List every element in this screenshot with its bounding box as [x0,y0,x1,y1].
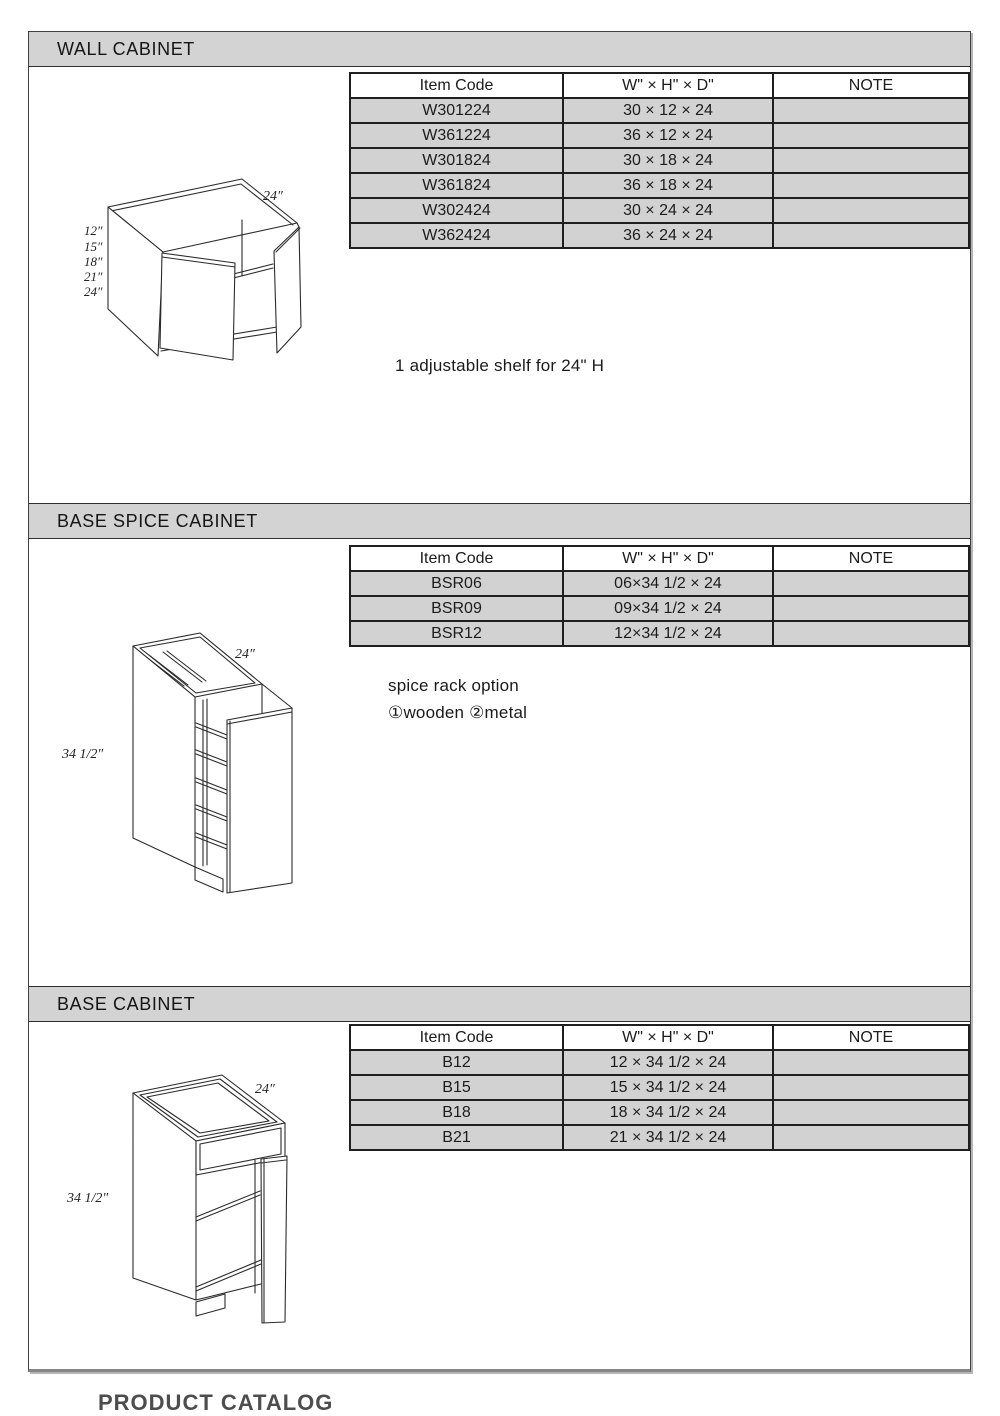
table-cell: 09×34 1/2 × 24 [563,596,773,621]
table-row [350,621,969,646]
table-row [350,1125,969,1150]
table-cell: 30 × 12 × 24 [563,98,773,123]
table-cell [773,621,969,646]
height-dimension-label: 12″ [84,223,103,238]
table-row [350,1100,969,1125]
table-row [350,123,969,148]
section-title: BASE CABINET [57,994,196,1014]
depth-dimension-label: 24″ [235,647,255,662]
table-cell: W362424 [350,223,563,248]
height-dimension-label: 15″ [84,239,103,254]
table-cell: B15 [350,1075,563,1100]
base-cabinet-table [349,1024,968,1151]
table-cell: 36 × 12 × 24 [563,123,773,148]
table-cell: W302424 [350,198,563,223]
height-dimension-label: 24″ [84,284,103,299]
column-header: NOTE [773,546,969,571]
section-title: WALL CABINET [57,39,195,59]
wall-cabinet-sketch [60,160,340,395]
table-cell [773,1125,969,1150]
spec-table [349,1024,970,1151]
table-row [350,173,969,198]
wall-cabinet-drawing [60,160,340,395]
height-dimension-label: 34 1/2″ [67,1191,109,1206]
table-row [350,571,969,596]
height-dimension-label: 34 1/2″ [62,747,104,762]
column-header: Item Code [350,73,563,98]
table-cell: W361824 [350,173,563,198]
base-cabinet-sketch [55,1060,335,1365]
table-cell: W301224 [350,98,563,123]
depth-dimension-label: 24″ [263,189,283,204]
depth-dimension-label: 24″ [255,1082,275,1097]
table-row [350,148,969,173]
table-row [350,596,969,621]
table-cell [773,173,969,198]
table-cell: 12 × 34 1/2 × 24 [563,1050,773,1075]
table-row [350,223,969,248]
height-dimension-label: 18″ [84,254,103,269]
column-header: Item Code [350,1025,563,1050]
spec-table [349,72,970,249]
section-header-wall-cabinet [29,32,970,67]
table-cell: W361224 [350,123,563,148]
spice-rack-note-line2: ①wooden ②metal [388,703,528,722]
table-cell [773,148,969,173]
table-cell: B12 [350,1050,563,1075]
header-row [350,546,969,571]
table-cell: 30 × 18 × 24 [563,148,773,173]
table-cell: 36 × 18 × 24 [563,173,773,198]
table-cell: 18 × 34 1/2 × 24 [563,1100,773,1125]
table-cell [773,571,969,596]
table-cell [773,198,969,223]
table-cell [773,223,969,248]
section-header-base-spice-cabinet [29,503,970,539]
table-cell: 30 × 24 × 24 [563,198,773,223]
table-cell: 06×34 1/2 × 24 [563,571,773,596]
table-row [350,1050,969,1075]
spice-rack-note [388,672,527,726]
table-cell: 36 × 24 × 24 [563,223,773,248]
base-spice-cabinet-drawing [50,620,330,910]
column-header: W" × H" × D" [563,1025,773,1050]
table-cell [773,1050,969,1075]
base-spice-cabinet-table [349,545,968,647]
spice-rack-note-line1: spice rack option [388,676,519,695]
table-cell: 21 × 34 1/2 × 24 [563,1125,773,1150]
table-cell [773,98,969,123]
base-spice-cabinet-sketch [50,620,330,910]
table-cell: W301824 [350,148,563,173]
table-cell: BSR06 [350,571,563,596]
table-row [350,98,969,123]
table-cell [773,123,969,148]
table-row [350,1075,969,1100]
column-header: NOTE [773,1025,969,1050]
table-cell [773,1100,969,1125]
footer-catalog-title: PRODUCT CATALOG [98,1390,334,1415]
table-cell [773,1075,969,1100]
base-cabinet-drawing [55,1060,335,1365]
height-dimension-label: 21″ [84,269,103,284]
column-header: W" × H" × D" [563,73,773,98]
column-header: NOTE [773,73,969,98]
header-row [350,73,969,98]
catalog-page [28,31,971,1372]
table-cell: BSR09 [350,596,563,621]
column-header: W" × H" × D" [563,546,773,571]
header-row [350,1025,969,1050]
table-cell: BSR12 [350,621,563,646]
table-cell: 12×34 1/2 × 24 [563,621,773,646]
section-header-base-cabinet [29,986,970,1022]
table-cell [773,596,969,621]
section-title: BASE SPICE CABINET [57,511,258,531]
column-header: Item Code [350,546,563,571]
wall-cabinet-note: 1 adjustable shelf for 24" H [395,356,605,375]
table-cell: 15 × 34 1/2 × 24 [563,1075,773,1100]
table-cell: B21 [350,1125,563,1150]
table-cell: B18 [350,1100,563,1125]
table-row [350,198,969,223]
wall-cabinet-table [349,72,968,249]
spec-table [349,545,970,647]
